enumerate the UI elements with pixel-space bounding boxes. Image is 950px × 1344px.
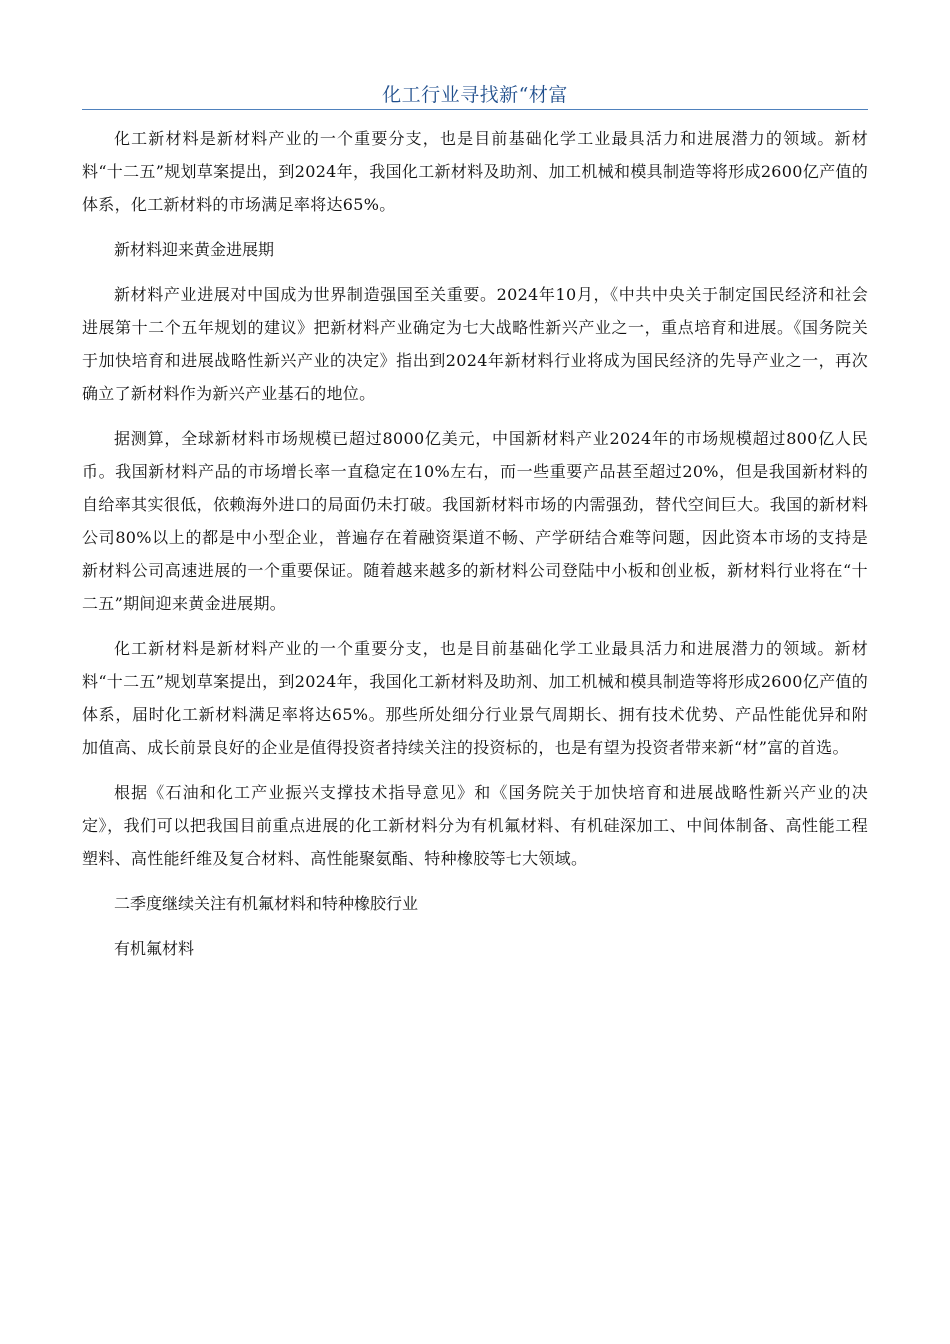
document-body bbox=[82, 122, 868, 977]
section-heading-organic-fluorine: 有机氟材料 bbox=[114, 939, 195, 958]
paragraph-seven-fields: 根据《石油和化工产业振兴支撑技术指导意见》和《国务院关于加快培育和进展战略性新兴产业的决定》，我们可以把我国目前重点进展的化工新材料分为有机氟材料、有机硅深加工、中间体制备、高性能工程塑料、高性能纤维及复合材料、高性能聚氨酯、特种橡胶等七大领域。 bbox=[82, 783, 868, 868]
section-heading-q2-focus: 二季度继续关注有机氟材料和特种橡胶行业 bbox=[114, 894, 419, 913]
document-title: 化工行业寻找新“材富 bbox=[382, 84, 568, 106]
paragraph-policy: 新材料产业进展对中国成为世界制造强国至关重要。2024年10月，《中共中央关于制定国民经济和社会进展第十二个五年规划的建议》把新材料产业确定为七大战略性新兴产业之一，重点培育和进展。《国务院关于加快培育和进展战略性新兴产业的决定》指出到2024年新材料行业将成为国民经济的先导产业之一，再次确立了新材料作为新兴产业基石的地位。 bbox=[82, 285, 868, 403]
paragraph-intro: 化工新材料是新材料产业的一个重要分支，也是目前基础化学工业最具活力和进展潜力的领域。新材料“十二五”规划草案提出，到2024年，我国化工新材料及助剂、加工机械和模具制造等将形成2600亿产值的体系，化工新材料的市场满足率将达65%。 bbox=[82, 129, 868, 214]
paragraph-market-size: 据测算，全球新材料市场规模已超过8000亿美元，中国新材料产业2024年的市场规模超过800亿人民币。我国新材料产品的市场增长率一直稳定在10%左右，而一些重要产品甚至超过20%，但是我国新材料的自给率其实很低，依赖海外进口的局面仍未打破。我国新材料市场的内需强劲，替代空间巨大。我国的新材料公司80%以上的都是中小型企业，普遍存在着融资渠道不畅、产学研结合难等问题，因此资本市场的支持是新材料公司高速进展的一个重要保证。随着越来越多的新材料公司登陆中小板和创业板，新材料行业将在“十二五”期间迎来黄金进展期。 bbox=[82, 429, 868, 613]
section-heading-golden-period: 新材料迎来黄金进展期 bbox=[114, 240, 275, 259]
title-underline bbox=[82, 109, 868, 110]
paragraph-chemical-materials: 化工新材料是新材料产业的一个重要分支，也是目前基础化学工业最具活力和进展潜力的领域。新材料“十二五”规划草案提出，到2024年，我国化工新材料及助剂、加工机械和模具制造等将形成2600亿产值的体系，届时化工新材料满足率将达65%。那些所处细分行业景气周期长、拥有技术优势、产品性能优异和附加值高、成长前景良好的企业是值得投资者持续关注的投资标的，也是有望为投资者带来新“材”富的首选。 bbox=[82, 639, 868, 757]
